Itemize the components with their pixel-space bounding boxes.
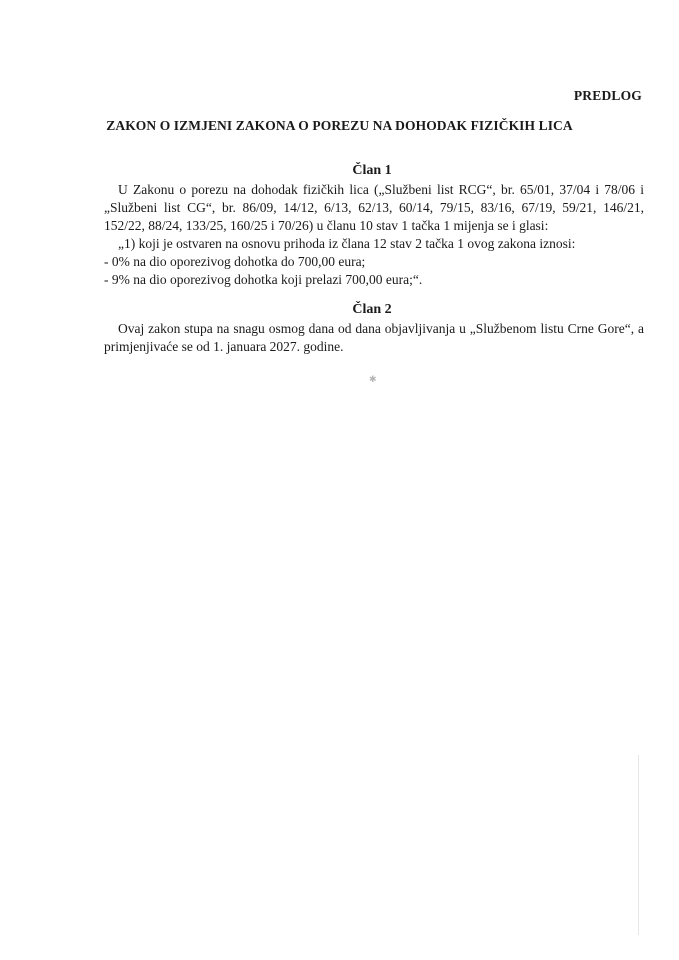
article-2-paragraph-text: Ovaj zakon stupa na snagu osmog dana od dana objavljivanja u „Službenom listu Crne Gore“, a primjenjivaće se od 1. januara 2027. godine. (104, 321, 644, 354)
article-1-quote-line-2: - 0% na dio oporezivog dohotka do 700,00 eura; (104, 254, 366, 269)
article-2-paragraph (104, 320, 644, 356)
article-1-paragraph (104, 181, 644, 235)
article-1-paragraph-text: U Zakonu o porezu na dohodak fizičkih lica („Službeni list RCG“, br. 65/01, 37/04 i 78/06 i „Službeni list CG“, br. 86/09, 14/12, 6/13, 62/13, 60/14, 79/15, 83/16, 67/19, 59/21, 146/21, 152/22, 88/24, 133/25, 160/25 i 70/26) u članu 10 stav 1 tačka 1 mijenja se i glasi: (104, 182, 644, 233)
scan-speck: ✱ (369, 374, 377, 384)
article-1-heading: Član 1 (352, 163, 392, 178)
document-title: ZAKON O IZMJENI ZAKONA O POREZU NA DOHODAK FIZIČKIH LICA (106, 118, 573, 133)
document-label: PREDLOG (573, 88, 642, 103)
article-2 (104, 302, 644, 356)
article-1-quote-line-1: „1) koji je ostvaren na osnovu prihoda iz člana 12 stav 2 tačka 1 ovog zakona iznosi: (118, 236, 576, 251)
scan-edge-line (638, 755, 639, 935)
article-1 (104, 163, 644, 289)
article-1-quote-line-3: - 9% na dio oporezivog dohotka koji prelazi 700,00 eura;“. (104, 272, 423, 287)
article-2-heading: Član 2 (352, 302, 392, 317)
